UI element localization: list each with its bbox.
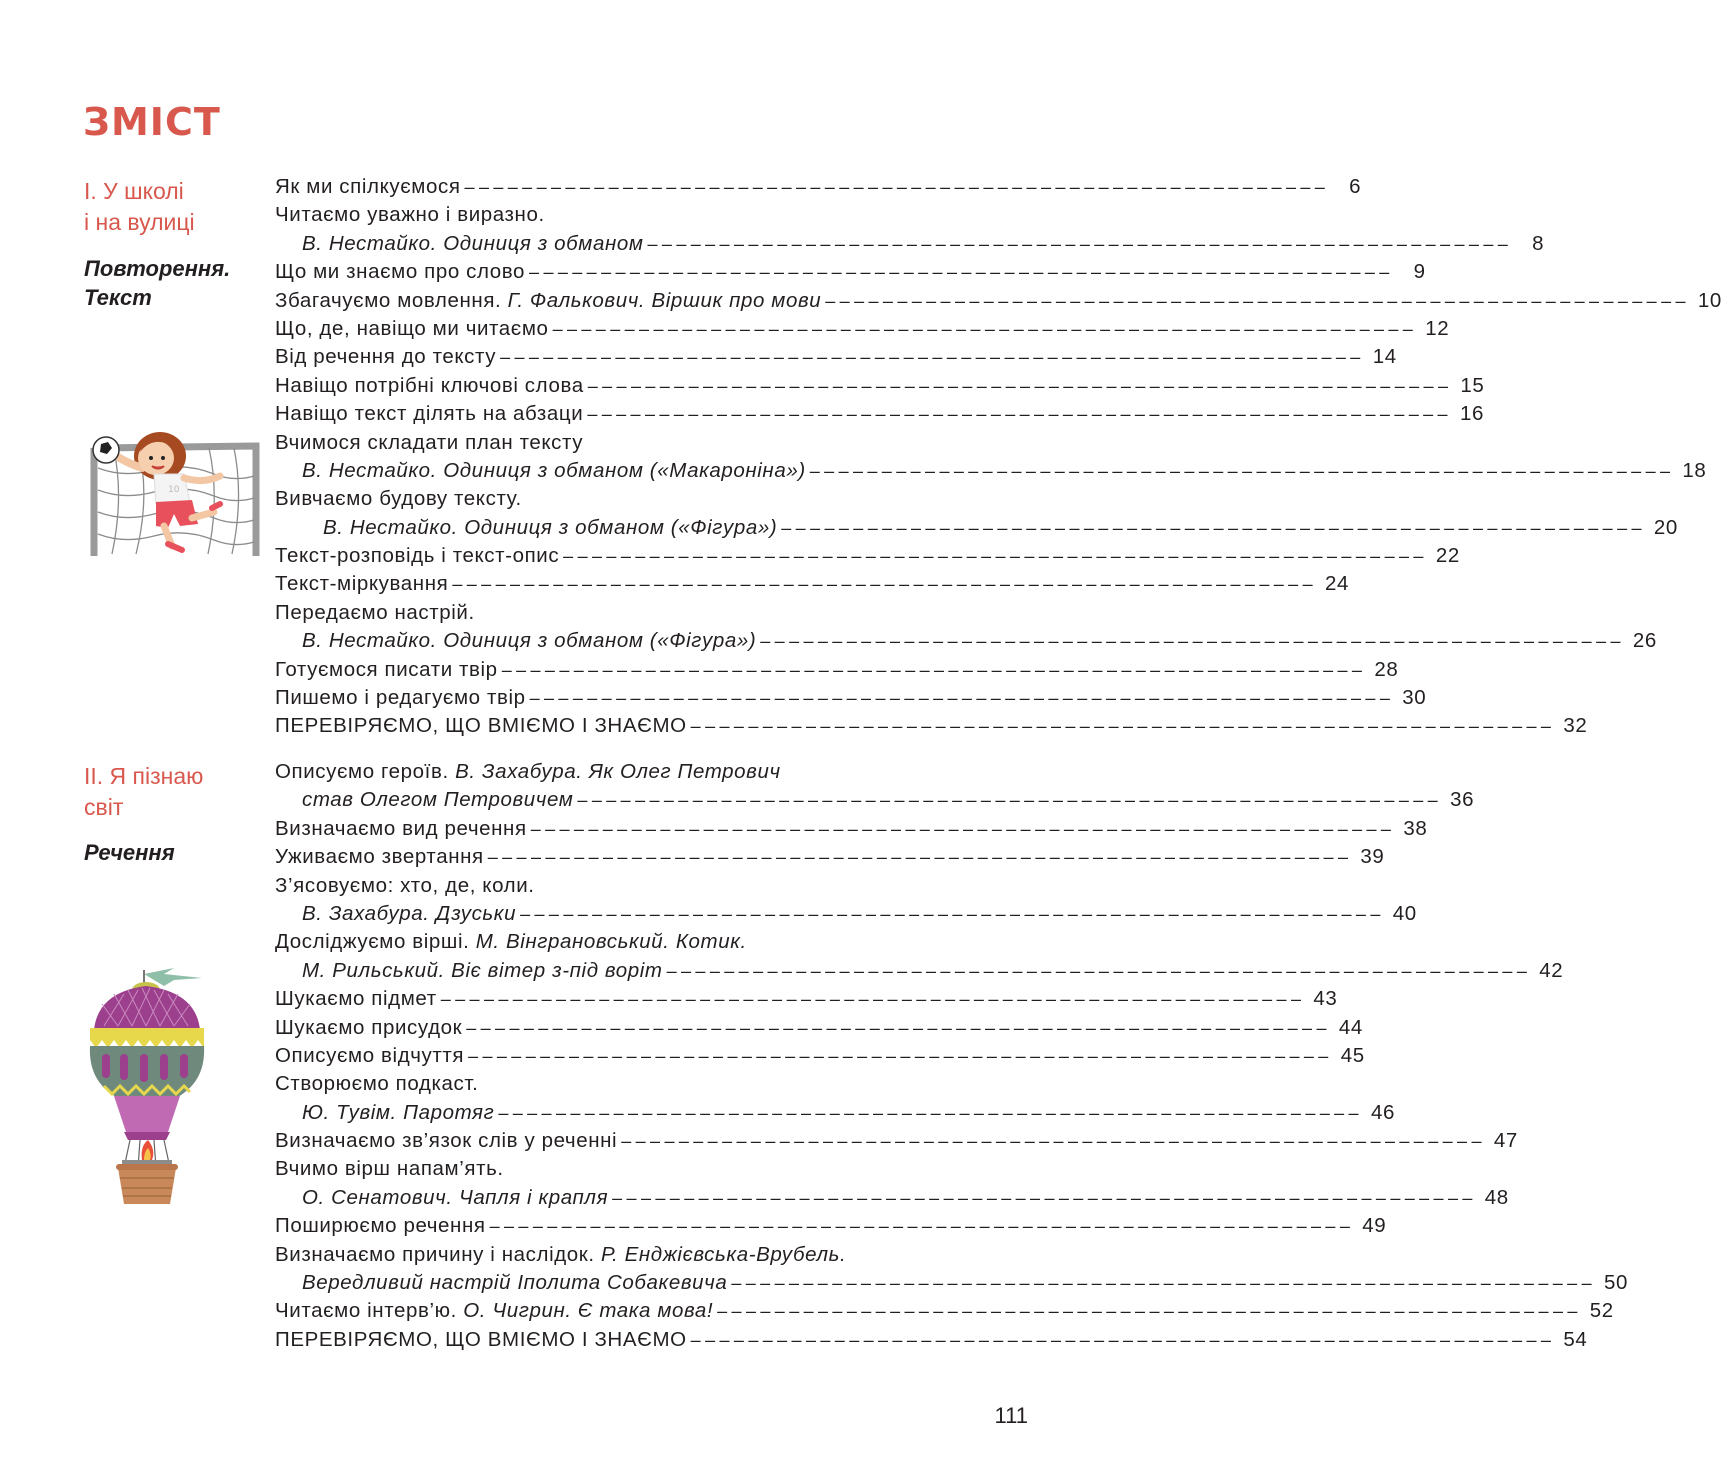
toc-section-2: [275, 760, 1628, 1356]
toc-entry-text: Визначаємо вид речення: [275, 816, 527, 840]
toc-dot-leader: ––––––––––––––––––––––––––––––––––––––––––––––––––––––––––––: [731, 1273, 1596, 1294]
toc-entry: [275, 402, 1484, 430]
toc-entry: [275, 657, 1399, 686]
toc-dot-leader: ––––––––––––––––––––––––––––––––––––––––––––––––––––––––––––: [500, 347, 1365, 368]
toc-entry-title: [275, 345, 496, 369]
toc-entry: [275, 175, 1362, 203]
toc-dot-leader: ––––––––––––––––––––––––––––––––––––––––––––––––––––––––––––: [468, 1045, 1333, 1066]
toc-entry-title: [275, 1016, 462, 1040]
toc-entry-page: 6: [1349, 175, 1362, 198]
toc-dot-leader: ––––––––––––––––––––––––––––––––––––––––––––––––––––––––––––: [666, 960, 1532, 981]
toc-entry: [275, 788, 1475, 816]
toc-entry-title: [275, 1129, 617, 1153]
toc-dot-leader: ––––––––––––––––––––––––––––––––––––––––––––––––––––––––––––: [529, 688, 1395, 709]
toc-entry-title: [275, 788, 573, 812]
toc-entry-text: Що, де, навіщо ми читаємо: [275, 316, 549, 340]
toc-entry-page: 52: [1589, 1299, 1614, 1323]
toc-entry-text: Готуємося писати твір: [275, 657, 498, 681]
toc-entry-text: Текст-розповідь і текст-опис: [275, 544, 560, 568]
toc-entry-page: 42: [1539, 958, 1564, 982]
page-title: ЗМІСТ: [83, 100, 221, 144]
toc-entry: [275, 345, 1397, 373]
toc-entry: [275, 1185, 1509, 1214]
toc-entry-page: 38: [1403, 816, 1428, 840]
toc-entry-text: Передаємо настрій.: [275, 600, 475, 624]
section-1-subheading-line-1: Повторення.: [84, 256, 231, 281]
toc-dot-leader: ––––––––––––––––––––––––––––––––––––––––––––––––––––––––––––: [690, 1329, 1556, 1350]
section-2-subheading: [84, 838, 175, 867]
toc-entry-author-work: О. Сенатович. Чапля і крапля: [302, 1185, 609, 1209]
toc-entry-title: [275, 431, 583, 455]
toc-entry: [275, 629, 1657, 657]
toc-entry-page: 54: [1563, 1327, 1588, 1351]
toc-entry-page: 14: [1372, 345, 1397, 369]
toc-entry-author-work: В. Нестайко. Одиниця з обманом («Макароніна»): [302, 458, 806, 482]
section-2-heading: [84, 761, 203, 823]
toc-entry-title: [275, 902, 516, 926]
toc-entry-text: Описуємо героїв.: [275, 760, 456, 783]
section-1-heading: [84, 176, 195, 238]
toc-dot-leader: ––––––––––––––––––––––––––––––––––––––––––––––––––––––––––––: [440, 989, 1306, 1010]
toc-entry: [275, 431, 1030, 459]
toc-entry: [275, 760, 1030, 788]
toc-entry-title: [275, 544, 559, 568]
toc-entry-title: [275, 1271, 727, 1295]
hot-air-balloon-illustration: [84, 964, 216, 1212]
toc-entry: [275, 1100, 1395, 1129]
toc-entry-title: [275, 1299, 713, 1323]
toc-entry-title: [275, 232, 644, 256]
toc-entry-page: 10: [1697, 288, 1722, 312]
toc-entry-title: [275, 260, 525, 284]
toc-dot-leader: ––––––––––––––––––––––––––––––––––––––––––––––––––––––––––––: [529, 262, 1394, 283]
section-1-heading-line-2: і на вулиці: [84, 209, 195, 235]
toc-entry: [275, 1327, 1588, 1356]
toc-entry-page: 49: [1362, 1214, 1387, 1238]
toc-entry-page: 8: [1532, 231, 1545, 255]
toc-dot-leader: ––––––––––––––––––––––––––––––––––––––––––––––––––––––––––––: [690, 716, 1556, 737]
toc-entry-title: [275, 1072, 478, 1096]
toc-section-1: [275, 175, 1722, 743]
toc-entry-page: 44: [1338, 1015, 1363, 1039]
toc-dot-leader: ––––––––––––––––––––––––––––––––––––––––––––––––––––––––––––: [825, 290, 1690, 311]
toc-entry: [275, 958, 1564, 987]
toc-entry: [275, 1072, 1030, 1100]
toc-entry: [275, 288, 1722, 317]
toc-entry: [275, 515, 1678, 544]
toc-entry-title: [275, 402, 583, 426]
toc-entry-author-work: Р. Енджієвська-Врубель.: [600, 1242, 847, 1266]
toc-entry: [275, 260, 1426, 288]
toc-dot-leader: ––––––––––––––––––––––––––––––––––––––––––––––––––––––––––––: [489, 1216, 1355, 1237]
toc-entry-author-work: М. Вінграновський. Котик.: [475, 930, 747, 954]
toc-entry-title: [275, 1243, 846, 1267]
toc-entry-title: [275, 959, 663, 983]
toc-entry-text: Досліджуємо вірші.: [275, 930, 476, 954]
toc-entry-title: [275, 658, 498, 682]
toc-entry-text: Визначаємо зв’язок слів у реченні: [275, 1129, 618, 1153]
toc-entry-text: Читаємо інтерв’ю.: [275, 1299, 464, 1323]
section-2-heading-line-2: світ: [84, 794, 124, 820]
toc-dot-leader: ––––––––––––––––––––––––––––––––––––––––––––––––––––––––––––: [501, 659, 1367, 680]
toc-entry-text: Текст-міркування: [275, 572, 449, 596]
toc-dot-leader: ––––––––––––––––––––––––––––––––––––––––––––––––––––––––––––: [587, 375, 1453, 396]
toc-entry-text: Шукаємо присудок: [275, 1015, 463, 1039]
toc-entry-text: Читаємо уважно і виразно.: [275, 203, 545, 227]
toc-entry-author-work: О. Чигрин. Є така мова!: [463, 1299, 714, 1323]
toc-entry-title: [275, 1157, 504, 1181]
toc-entry-title: [275, 629, 756, 653]
page-number: 111: [994, 1403, 1028, 1428]
toc-entry-text: З’ясовуємо: хто, де, коли.: [275, 873, 535, 897]
toc-dot-leader: ––––––––––––––––––––––––––––––––––––––––––––––––––––––––––––: [520, 903, 1385, 924]
section-1-heading-line-1: I. У школі: [84, 178, 184, 204]
toc-entry: [275, 1243, 1030, 1271]
toc-entry-text: Поширюємо речення: [275, 1214, 486, 1238]
toc-entry: [275, 1157, 1030, 1185]
toc-entry-title: [275, 203, 545, 227]
toc-entry-text: Шукаємо підмет: [275, 987, 437, 1011]
toc-dot-leader: ––––––––––––––––––––––––––––––––––––––––––––––––––––––––––––: [464, 177, 1330, 197]
toc-entry-author-work: Г. Фалькович. Віршик про мови: [507, 288, 822, 312]
toc-entry-title: [275, 572, 448, 596]
toc-entry-title: [275, 760, 781, 784]
toc-dot-leader: ––––––––––––––––––––––––––––––––––––––––––––––––––––––––––––: [577, 790, 1443, 811]
toc-entry-page: 50: [1603, 1271, 1628, 1295]
toc-entry-title: [275, 1101, 494, 1125]
toc-entry: [275, 1214, 1387, 1242]
toc-entry-title: [275, 289, 821, 313]
toc-entry: [275, 601, 1030, 629]
toc-entry-text: Як ми спілкуємося: [275, 175, 461, 198]
toc-entry: [275, 1299, 1614, 1327]
toc-entry-author-work: В. Захабура. Дзуськи: [302, 901, 517, 925]
girl-goalkeeper-illustration: [84, 418, 258, 558]
toc-entry: [275, 1015, 1363, 1044]
toc-entry-title: [275, 714, 687, 738]
toc-entry-text: Створюємо подкаст.: [275, 1072, 479, 1096]
toc-entry-author-work: Вередливий настрій Іполита Собакевича: [302, 1271, 728, 1295]
toc-entry-text: Збагачуємо мовлення.: [275, 288, 508, 312]
toc-entry-page: 39: [1360, 845, 1385, 869]
toc-entry: [275, 930, 1030, 958]
toc-entry-author-work: став Олегом Петровичем: [302, 788, 574, 812]
toc-entry-page: 46: [1370, 1100, 1395, 1124]
toc-entry-text: Навіщо текст ділять на абзаци: [275, 402, 584, 426]
toc-entry-page: 28: [1374, 657, 1399, 681]
toc-entry-text: ПЕРЕВІРЯЄМО, ЩО ВМІЄМО І ЗНАЄМО: [275, 1327, 687, 1351]
toc-entry-title: [275, 686, 526, 710]
toc-entry: [275, 1271, 1628, 1299]
toc-entry-title: [275, 601, 475, 625]
toc-dot-leader: ––––––––––––––––––––––––––––––––––––––––––––––––––––––––––––: [647, 233, 1513, 254]
toc-entry-title: [275, 1328, 687, 1352]
toc-entry: [275, 572, 1349, 600]
toc-entry-page: 30: [1402, 686, 1427, 710]
toc-entry: [275, 373, 1485, 402]
toc-dot-leader: ––––––––––––––––––––––––––––––––––––––––––––––––––––––––––––: [498, 1102, 1363, 1123]
toc-entry-text: Пишемо і редагуємо твір: [275, 686, 526, 710]
toc-entry-author-work: В. Нестайко. Одиниця з обманом («Фігура»): [302, 629, 757, 653]
section-2-heading-line-1: II. Я пізнаю: [84, 763, 204, 789]
toc-entry-title: [275, 487, 522, 511]
toc-dot-leader: ––––––––––––––––––––––––––––––––––––––––––––––––––––––––––––: [452, 574, 1317, 595]
toc-entry-page: 12: [1425, 316, 1450, 340]
toc-entry-page: 9: [1413, 260, 1426, 284]
toc-entry-author-work: В. Захабура. Як Олег Петрович: [455, 760, 781, 783]
toc-entry-title: [275, 175, 461, 199]
toc-entry: [275, 714, 1588, 742]
toc-entry-author-work: В. Нестайко. Одиниця з обманом: [302, 231, 644, 255]
svg-text:10: 10: [168, 485, 180, 495]
toc-dot-leader: ––––––––––––––––––––––––––––––––––––––––––––––––––––––––––––: [809, 460, 1675, 481]
toc-entry: [275, 901, 1417, 930]
section-1-subheading: [84, 254, 230, 312]
toc-entry-page: 36: [1450, 788, 1475, 812]
toc-entry-page: 16: [1459, 402, 1484, 426]
toc-entry-author-work: В. Нестайко. Одиниця з обманом («Фігура»): [323, 515, 778, 539]
toc-entry-title: [275, 845, 484, 869]
toc-entry-text: Уживаємо звертання: [275, 845, 484, 869]
toc-entry-title: [275, 374, 584, 398]
toc-entry: [275, 874, 1030, 902]
toc-entry: [275, 544, 1460, 572]
toc-entry-page: 47: [1493, 1129, 1518, 1153]
toc-entry-title: [275, 317, 549, 341]
toc-entry: [275, 1043, 1365, 1072]
toc-entry-text: ПЕРЕВІРЯЄМО, ЩО ВМІЄМО І ЗНАЄМО: [275, 714, 687, 738]
toc-entry-text: Визначаємо причину і наслідок.: [275, 1242, 601, 1266]
toc-entry-author-work: М. Рильський. Віє вітер з-під воріт: [302, 958, 663, 982]
toc-entry-title: [275, 459, 806, 483]
toc-entry: [275, 458, 1707, 487]
toc-dot-leader: ––––––––––––––––––––––––––––––––––––––––––––––––––––––––––––: [487, 847, 1353, 868]
toc-entry-page: 22: [1435, 544, 1460, 568]
toc-entry-page: 45: [1340, 1043, 1365, 1067]
toc-entry-text: Вивчаємо будову тексту.: [275, 487, 522, 511]
toc-entry-page: 40: [1392, 901, 1417, 925]
toc-dot-leader: ––––––––––––––––––––––––––––––––––––––––––––––––––––––––––––: [587, 404, 1452, 425]
toc-dot-leader: ––––––––––––––––––––––––––––––––––––––––––––––––––––––––––––: [621, 1131, 1486, 1152]
toc-dot-leader: ––––––––––––––––––––––––––––––––––––––––––––––––––––––––––––: [552, 318, 1418, 339]
toc-entry: [275, 987, 1338, 1015]
toc-entry-title: [275, 1044, 464, 1068]
toc-entry: [275, 816, 1428, 845]
toc-entry-text: Описуємо відчуття: [275, 1043, 465, 1067]
toc-entry-text: Що ми знаємо про слово: [275, 260, 526, 284]
toc-entry-title: [275, 987, 437, 1011]
toc-entry-page: 43: [1313, 987, 1338, 1011]
toc-dot-leader: ––––––––––––––––––––––––––––––––––––––––––––––––––––––––––––: [466, 1017, 1331, 1038]
toc-entry-text: Вчимо вірш напам’ять.: [275, 1157, 504, 1181]
toc-entry: [275, 203, 1030, 231]
toc-dot-leader: ––––––––––––––––––––––––––––––––––––––––––––––––––––––––––––: [612, 1187, 1477, 1208]
toc-dot-leader: ––––––––––––––––––––––––––––––––––––––––––––––––––––––––––––: [760, 631, 1625, 652]
toc-dot-leader: ––––––––––––––––––––––––––––––––––––––––––––––––––––––––––––: [530, 818, 1396, 839]
toc-entry: [275, 845, 1385, 873]
toc-entry-text: Вчимося складати план тексту: [275, 430, 584, 454]
toc-entry: [275, 1129, 1518, 1157]
toc-entry-title: [275, 1186, 608, 1210]
toc-entry-page: 48: [1484, 1185, 1509, 1209]
section-2-subheading-line-1: Речення: [84, 840, 175, 865]
toc-entry-page: 15: [1460, 373, 1485, 397]
toc-entry-title: [275, 930, 747, 954]
toc-entry-title: [275, 874, 535, 898]
toc-dot-leader: ––––––––––––––––––––––––––––––––––––––––––––––––––––––––––––: [717, 1301, 1582, 1322]
toc-entry-page: 26: [1632, 629, 1657, 653]
toc-entry-page: 20: [1653, 515, 1678, 539]
toc-dot-leader: ––––––––––––––––––––––––––––––––––––––––––––––––––––––––––––: [781, 517, 1646, 538]
toc-entry-title: [275, 516, 777, 540]
toc-dot-leader: ––––––––––––––––––––––––––––––––––––––––––––––––––––––––––––: [563, 546, 1428, 567]
toc-entry: [275, 316, 1450, 345]
toc-entry: [275, 231, 1545, 260]
section-1-subheading-line-2: Текст: [84, 285, 152, 310]
toc-entry-page: 24: [1324, 572, 1349, 596]
toc-entry-title: [275, 1214, 486, 1238]
toc-entry: [275, 487, 1030, 515]
toc-entry-text: Навіщо потрібні ключові слова: [275, 373, 584, 397]
toc-entry-page: 18: [1682, 458, 1707, 482]
toc-entry-author-work: Ю. Тувім. Паротяг: [302, 1100, 495, 1124]
toc-entry: [275, 686, 1427, 714]
toc-entry-title: [275, 817, 527, 841]
toc-entry-text: Від речення до тексту: [275, 345, 497, 369]
toc-entry-page: 32: [1563, 714, 1588, 738]
